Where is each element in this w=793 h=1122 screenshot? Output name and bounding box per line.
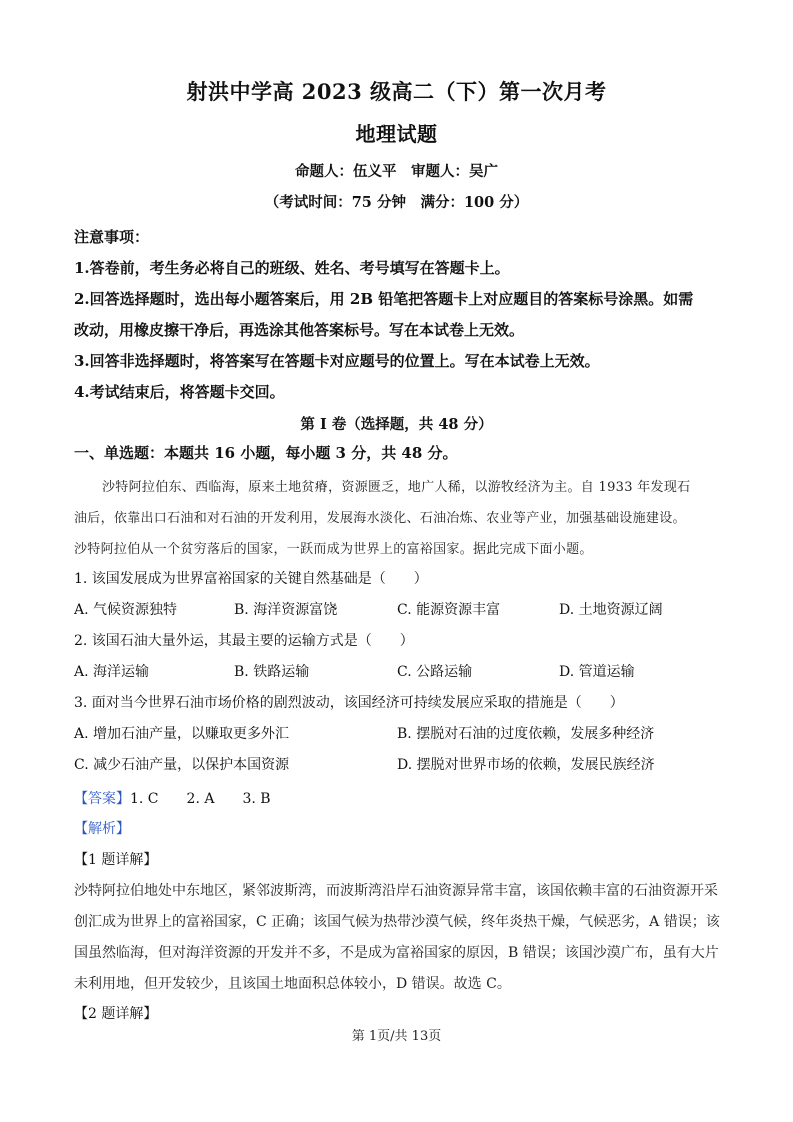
q2-option-c: C. 公路运输 xyxy=(397,664,473,680)
q1-option-a: A. 气候资源独特 xyxy=(74,602,178,618)
notice-item-1: 1.答卷前，考生务必将自己的班级、姓名、考号填写在答题卡上。 xyxy=(74,259,510,277)
notice-heading: 注意事项： xyxy=(74,228,150,246)
passage-line-2: 油后，依靠出口石油和对石油的开发利用，发展海水淡化、石油冶炼、农业等产业，加强基础设施建设。 xyxy=(74,511,686,526)
q3-option-b: B. 摆脱对石油的过度依赖，发展多种经济 xyxy=(397,726,655,742)
q1-option-b: B. 海洋资源富饶 xyxy=(234,602,338,618)
answer-label: 【答案】 xyxy=(74,791,130,807)
q1-detail-line-4: 未利用地，但开发较少，且该国土地面积总体较小，D 错误。故选 C。 xyxy=(74,976,511,992)
answer-row xyxy=(74,788,271,808)
notice-item-3: 3.回答非选择题时，将答案写在答题卡对应题号的位置上。写在本试卷上无效。 xyxy=(74,352,600,370)
part-one-heading: 一、单选题：本题共 16 小题，每小题 3 分，共 48 分。 xyxy=(74,444,458,462)
section-title: 第 I 卷（选择题，共 48 分） xyxy=(300,416,493,433)
q1-option-c: C. 能源资源丰富 xyxy=(397,602,501,618)
answer-2: 2. A xyxy=(186,791,215,807)
answer-3: 3. B xyxy=(242,791,271,807)
q3-option-d: D. 摆脱对世界市场的依赖，发展民族经济 xyxy=(397,757,655,773)
exam-title: 射洪中学高 2023 级高二（下）第一次月考 xyxy=(186,79,607,104)
passage-line-3: 沙特阿拉伯从一个贫穷落后的国家，一跃而成为世界上的富裕国家。据此完成下面小题。 xyxy=(74,542,593,557)
notice-item-4: 4.考试结束后，将答题卡交回。 xyxy=(74,383,285,401)
page-footer: 第 1页/共 13页 xyxy=(351,1029,442,1044)
q1-detail-heading: 【1 题详解】 xyxy=(74,852,158,868)
authors-line: 命题人：伍义平 审题人：吴广 xyxy=(295,163,498,180)
q2-option-d: D. 管道运输 xyxy=(559,664,635,680)
q1-detail-line-1: 沙特阿拉伯地处中东地区，紧邻波斯湾，而波斯湾沿岸石油资源异常丰富，该国依赖丰富的石油资源开采 xyxy=(74,883,718,899)
exam-info-line: （考试时间：75 分钟 满分：100 分） xyxy=(264,194,529,211)
q2-option-a: A. 海洋运输 xyxy=(74,664,150,680)
question-1-stem: 1. 该国发展成为世界富裕国家的关键自然基础是（ ） xyxy=(74,571,428,587)
q2-detail-heading: 【2 题详解】 xyxy=(74,1006,158,1022)
analysis-label: 【解析】 xyxy=(74,821,130,837)
notice-item-2: 2.回答选择题时，选出每小题答案后，用 2B 铅笔把答题卡上对应题目的答案标号涂黑。如需 xyxy=(74,290,694,308)
q3-option-a: A. 增加石油产量，以赚取更多外汇 xyxy=(74,726,290,742)
question-3-stem: 3. 面对当今世界石油市场价格的剧烈波动，该国经济可持续发展应采取的措施是（ ） xyxy=(74,695,624,711)
q1-detail-line-3: 国虽然临海，但对海洋资源的开发并不多，不是成为富裕国家的原因，B 错误；该国沙漠广布，虽有大片 xyxy=(74,945,719,961)
q1-detail-line-2: 创汇成为世界上的富裕国家，C 正确；该国气候为热带沙漠气候，终年炎热干燥，气候恶劣，A 错误；该 xyxy=(74,914,720,930)
subject-title: 地理试题 xyxy=(355,122,438,146)
q2-option-b: B. 铁路运输 xyxy=(234,664,310,680)
q3-option-c: C. 减少石油产量，以保护本国资源 xyxy=(74,757,290,773)
q1-option-d: D. 土地资源辽阔 xyxy=(559,602,663,618)
passage-line-1: 沙特阿拉伯东、西临海，原来土地贫瘠，资源匮乏，地广人稀，以游牧经济为主。自 1933 年发现石 xyxy=(102,480,691,495)
question-2-stem: 2. 该国石油大量外运，其最主要的运输方式是（ ） xyxy=(74,633,414,649)
answer-1: 1. C xyxy=(130,791,159,807)
notice-item-2-cont: 改动，用橡皮擦干净后，再选涂其他答案标号。写在本试卷上无效。 xyxy=(74,321,525,339)
